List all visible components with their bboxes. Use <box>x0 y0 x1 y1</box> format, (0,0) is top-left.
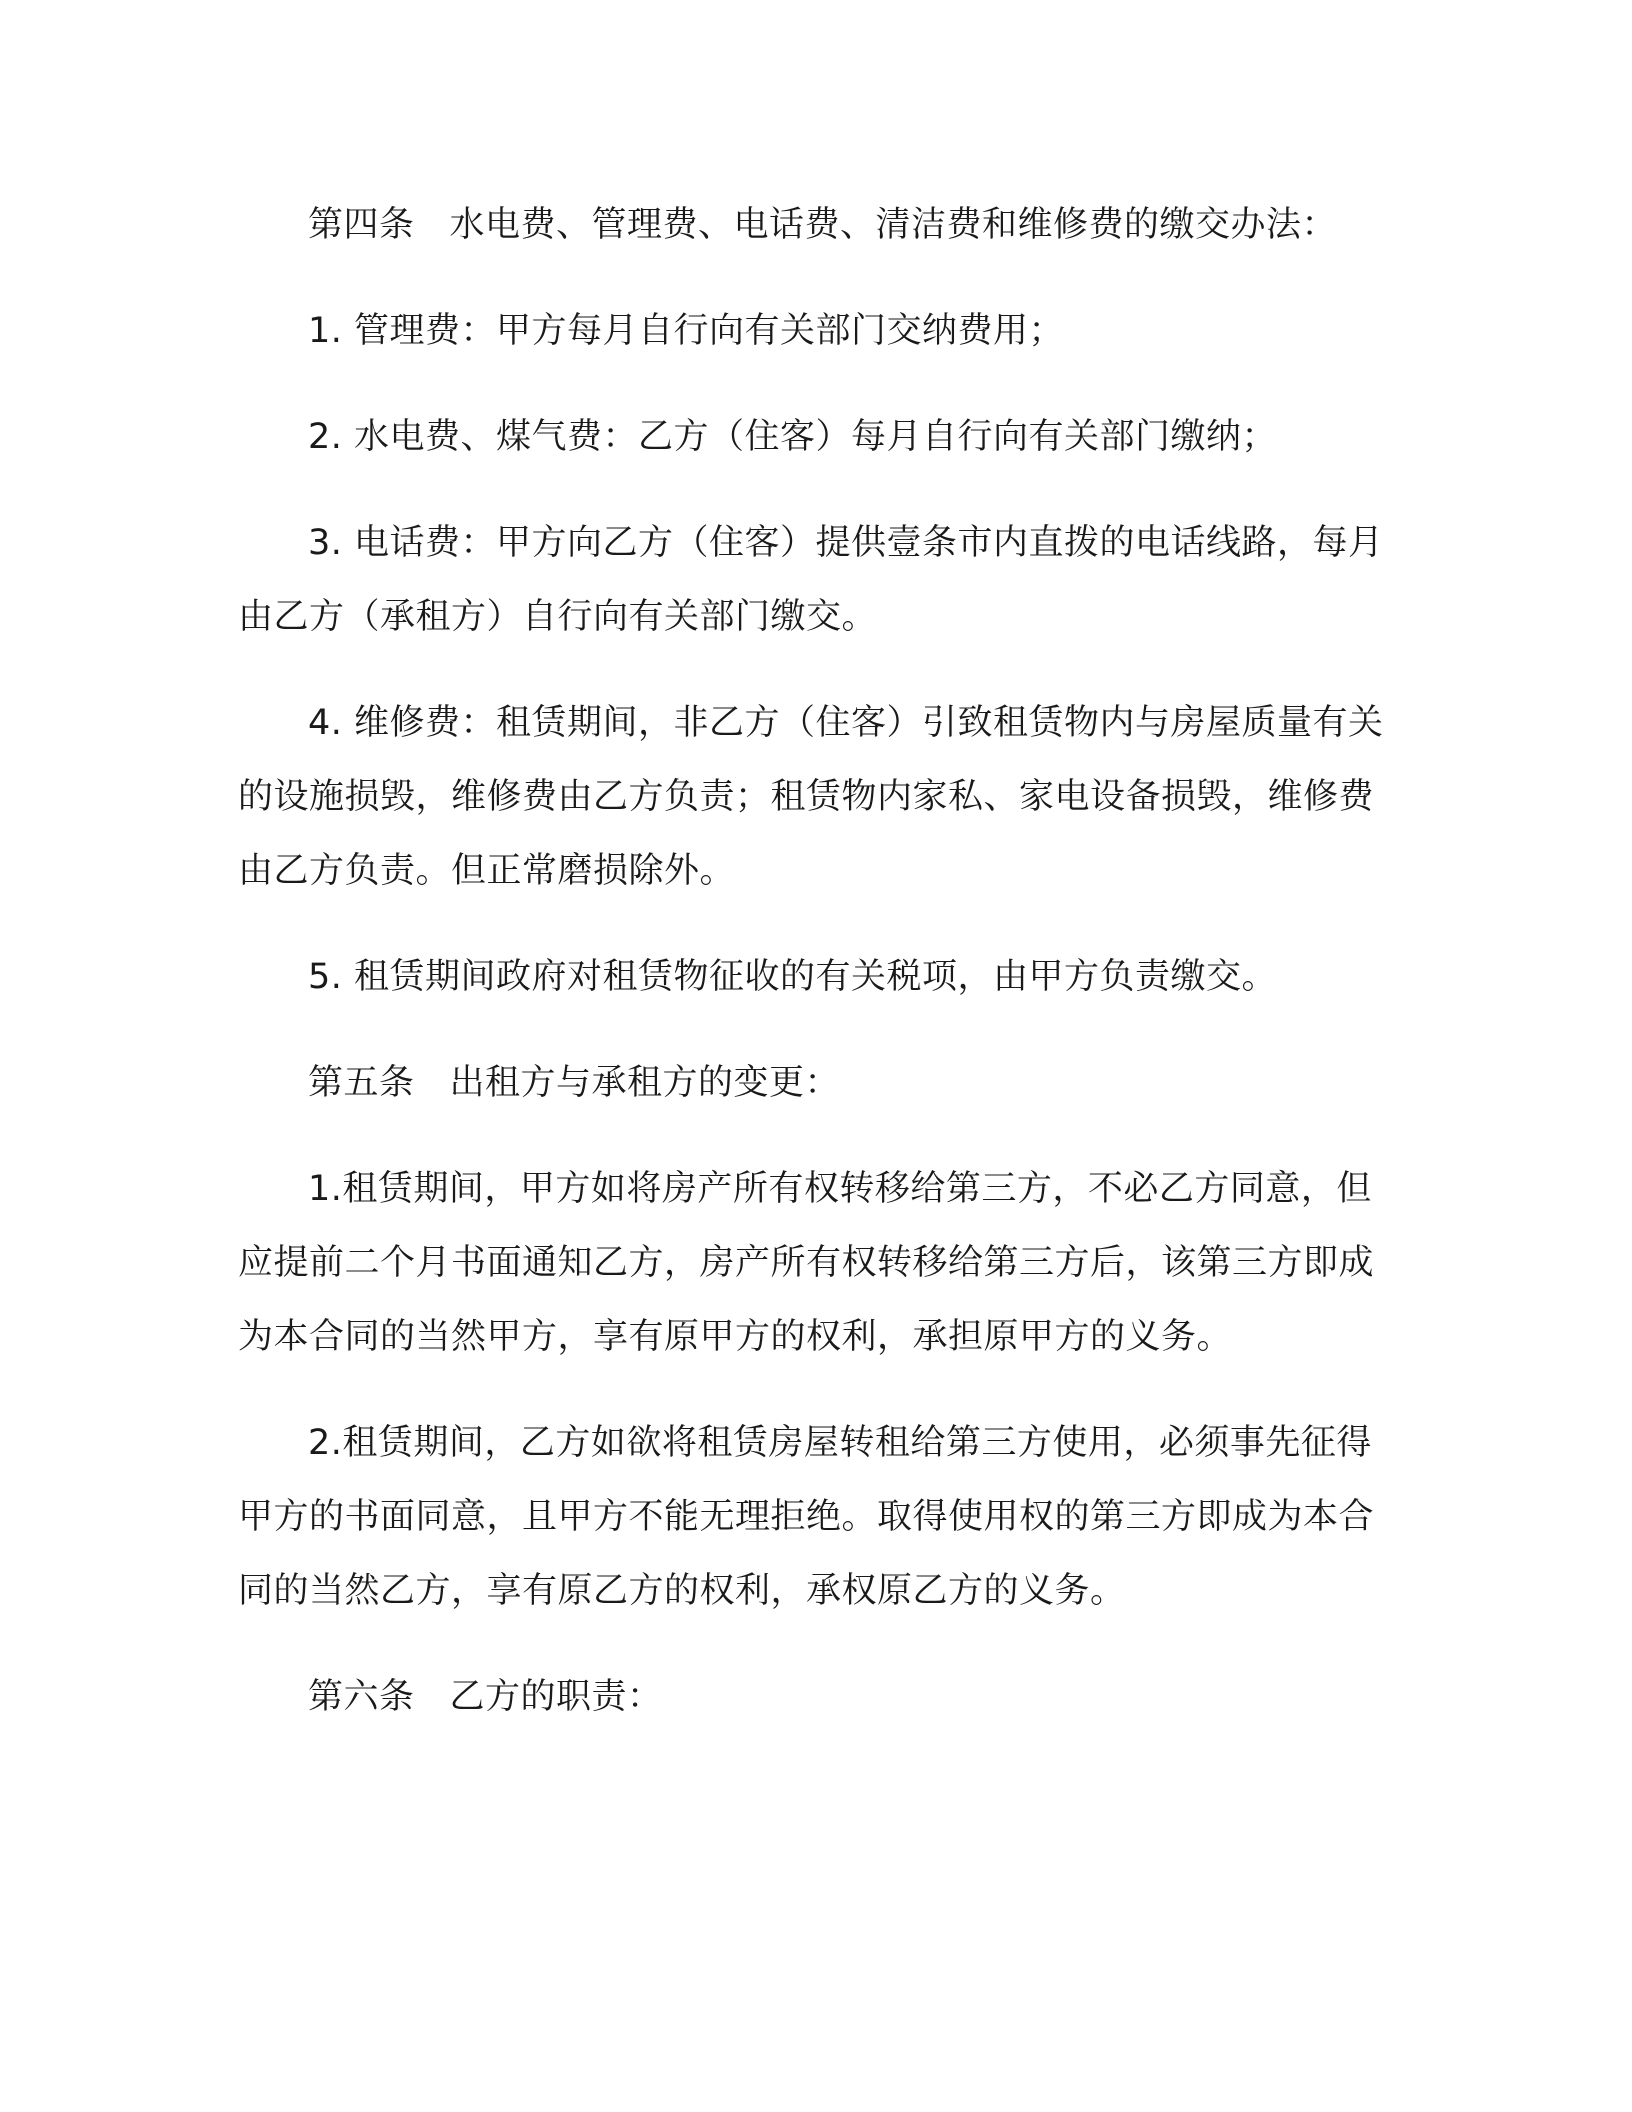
article-6-heading <box>238 1660 1386 1734</box>
article-5-item-2: 2.租赁期间，乙方如欲将租赁房屋转租给第三方使用，必须事先征得甲方的书面同意，且甲方不能无理拒绝。取得使用权的第三方即成为本合同的当然乙方，享有原乙方的权利，承权原乙方的义务。 <box>238 1423 1375 1611</box>
article-4-item-5: 5. 租赁期间政府对租赁物征收的有关税项，由甲方负责缴交。 <box>308 957 1278 997</box>
article-6-title: 乙方的职责： <box>449 1677 663 1717</box>
article-4-item-1: 1. 管理费：甲方每月自行向有关部门交纳费用； <box>308 311 1065 351</box>
article-4-number: 第四条 <box>308 205 415 245</box>
article-4-title: 水电费、管理费、电话费、清洁费和维修费的缴交办法： <box>449 205 1338 245</box>
article-6-number: 第六条 <box>308 1677 415 1717</box>
article-4-item-2: 2. 水电费、煤气费：乙方（住客）每月自行向有关部门缴纳； <box>308 417 1278 457</box>
article-5-number: 第五条 <box>308 1063 415 1103</box>
contract-body <box>238 188 1386 1766</box>
article-5-item-1: 1.租赁期间，甲方如将房产所有权转移给第三方，不必乙方同意，但应提前二个月书面通知乙方，房产所有权转移给第三方后，该第三方即成为本合同的当然甲方，享有原甲方的权利，承担原甲方的义务。 <box>238 1169 1375 1357</box>
article-4-item-4: 4. 维修费：租赁期间，非乙方（住客）引致租赁物内与房屋质量有关的设施损毁，维修费由乙方负责；租赁物内家私、家电设备损毁，维修费由乙方负责。但正常磨损除外。 <box>238 703 1384 891</box>
article-5-heading <box>238 1046 1386 1120</box>
article-5-title: 出租方与承租方的变更： <box>449 1063 841 1103</box>
article-4-item-3: 3. 电话费：甲方向乙方（住客）提供壹条市内直拨的电话线路，每月由乙方（承租方）自行向有关部门缴交。 <box>238 523 1384 637</box>
article-4-heading <box>238 188 1386 262</box>
